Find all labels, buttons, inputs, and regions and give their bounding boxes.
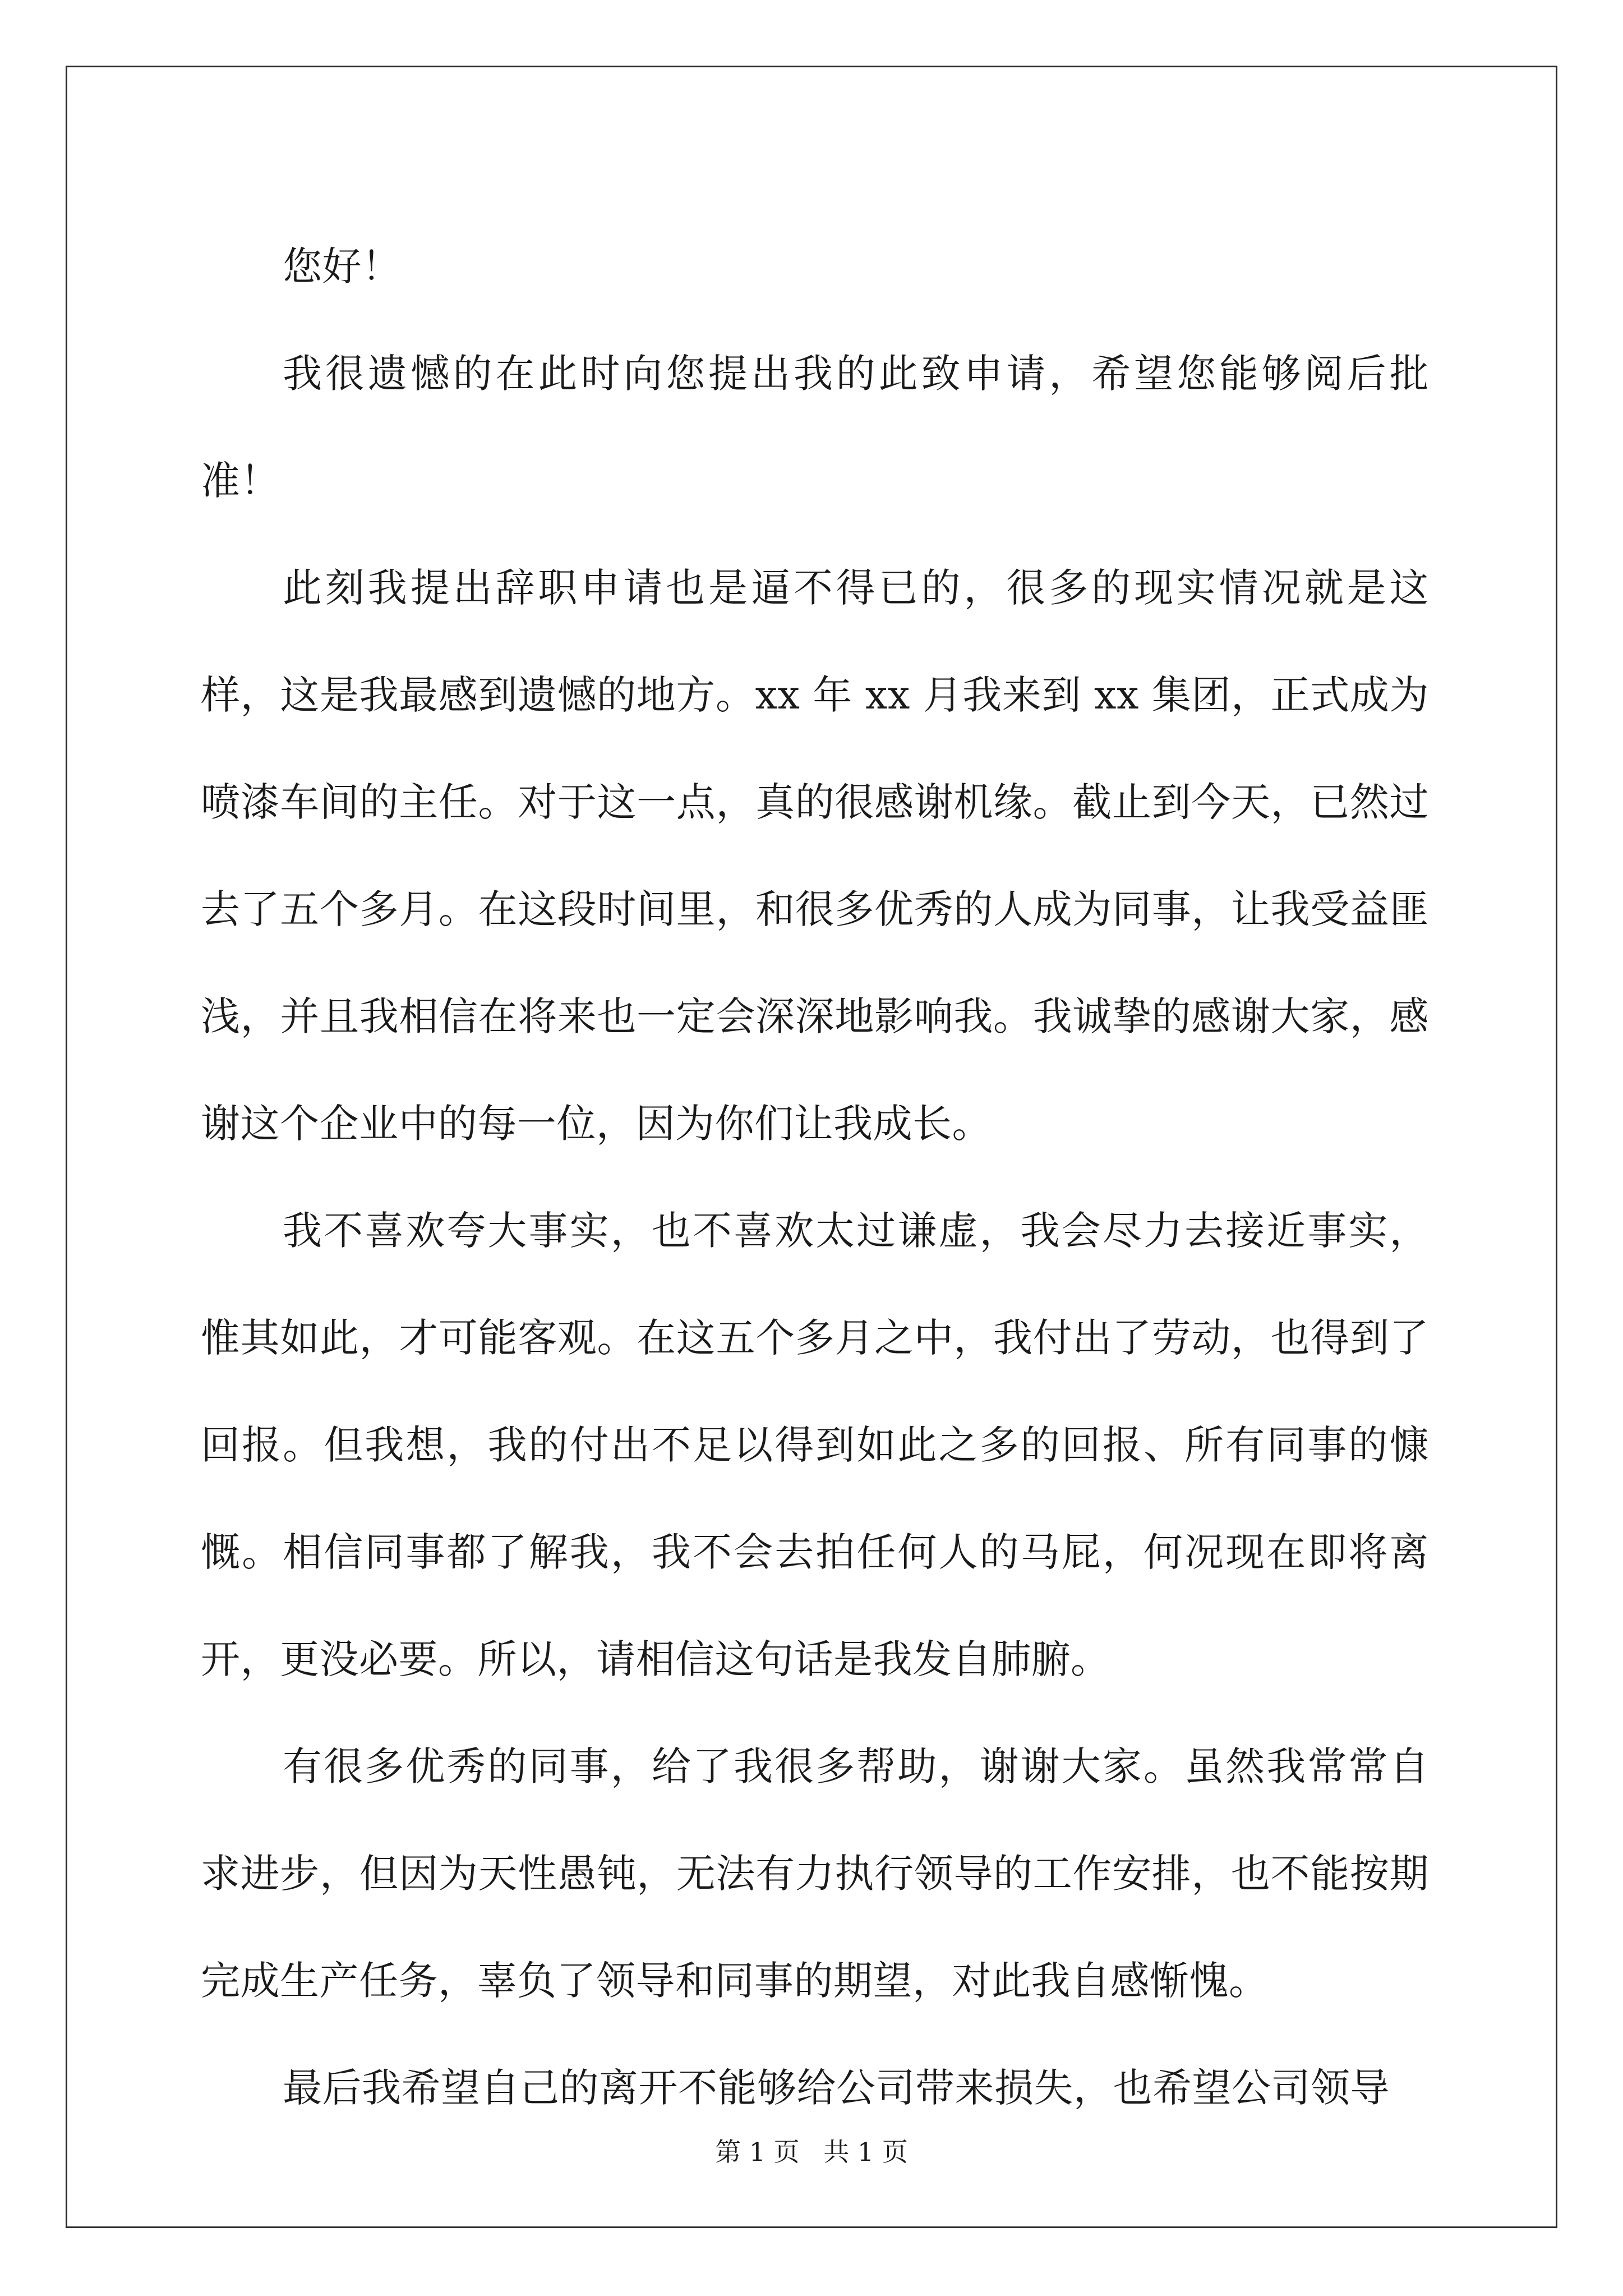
paragraph-2: 此刻我提出辞职申请也是逼不得已的，很多的现实情况就是这样，这是我最感到遗憾的地方。xx 年 xx 月我来到 xx 集团，正式成为喷漆车间的主任。对于这一点，真的很感谢机缘。截止到今天，已然过去了五个多月。在这段时间里，和很多优秀的人成为同事，让我受益匪浅，并且我相信在将来也一定会深深地影响我。我诚挚的感谢大家，感谢这个企业中的每一位，因为你们让我成长。 bbox=[201, 565, 1429, 1147]
greeting: 您好！ bbox=[283, 243, 402, 289]
page-footer bbox=[0, 2132, 1623, 2169]
page-number-total: 共 1 页 bbox=[823, 2137, 908, 2167]
paragraph-1: 我很遗憾的在此时向您提出我的此致申请，希望您能够阅后批准！ bbox=[201, 351, 1429, 504]
paragraph-5: 最后我希望自己的离开不能够给公司带来损失，也希望公司领导 bbox=[283, 2065, 1390, 2111]
document-body bbox=[201, 213, 1429, 2142]
page-number-current: 第 1 页 bbox=[715, 2137, 800, 2167]
paragraph-3: 我不喜欢夸大事实，也不喜欢太过谦虚，我会尽力去接近事实，惟其如此，才可能客观。在这五个多月之中，我付出了劳动，也得到了回报。但我想，我的付出不足以得到如此之多的回报、所有同事的慷慨。相信同事都了解我，我不会去拍任何人的马屁，何况现在即将离开，更没必要。所以，请相信这句话是我发自肺腑。 bbox=[201, 1208, 1429, 1682]
paragraph-4: 有很多优秀的同事，给了我很多帮助，谢谢大家。虽然我常常自求进步，但因为天性愚钝，无法有力执行领导的工作安排，也不能按期完成生产任务，辜负了领导和同事的期望，对此我自感惭愧。 bbox=[201, 1743, 1429, 2004]
